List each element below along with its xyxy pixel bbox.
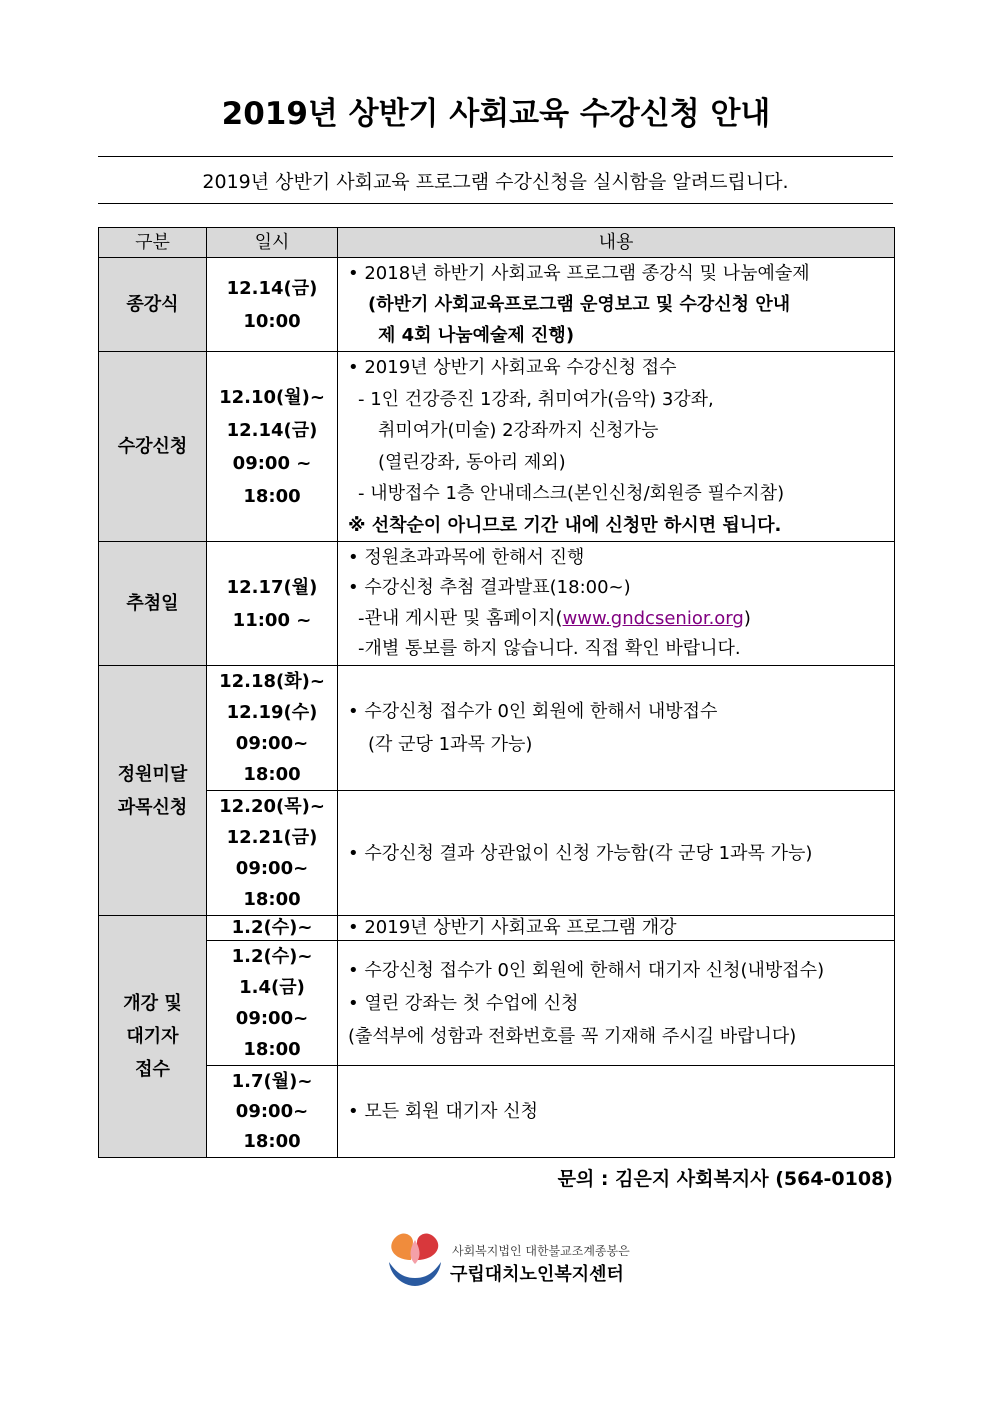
content-line: • 열린 강좌는 첫 수업에 신청	[348, 992, 579, 1014]
date-line: 1.7(월)~	[231, 1070, 313, 1092]
date-line: 1.2(수)~	[231, 917, 313, 938]
category-label: 과목신청	[117, 796, 188, 818]
content-line: • 수강신청 접수가 0인 회원에 한해서 내방접수	[348, 701, 718, 722]
content-text: )	[743, 607, 751, 629]
table-row	[99, 258, 895, 352]
content-line: (하반기 사회교육프로그램 운영보고 및 수강신청 안내	[368, 294, 791, 315]
category-label: 종강식	[126, 294, 179, 315]
date-line: 12.19(수)	[226, 702, 318, 723]
content-line: • 2018년 하반기 사회교육 프로그램 종강식 및 나눔예술제	[348, 263, 810, 284]
content-cell	[338, 941, 895, 1066]
category-cell	[99, 916, 207, 1158]
table-header-row	[99, 228, 895, 258]
date-line: 18:00	[243, 889, 301, 910]
content-line: (출석부에 성함과 전화번호를 꼭 기재해 주시길 바랍니다)	[348, 1025, 797, 1047]
content-line: 제 4회 나눔예술제 진행)	[378, 325, 575, 346]
table-row	[99, 941, 895, 1066]
subtitle: 2019년 상반기 사회교육 프로그램 수강신청을 실시함을 알려드립니다.	[202, 171, 789, 193]
date-line: 18:00	[243, 1130, 301, 1152]
content-line: 취미여가(미술) 2강좌까지 신청가능	[378, 420, 659, 441]
date-line: 18:00	[243, 485, 301, 507]
category-cell	[99, 258, 207, 352]
schedule-table	[98, 227, 895, 1158]
category-cell	[99, 542, 207, 666]
content-cell	[338, 352, 895, 542]
content-line: • 모든 회원 대기자 신청	[348, 1101, 538, 1122]
category-cell	[99, 666, 207, 916]
content-line: - 1인 건강증진 1강좌, 취미여가(음악) 3강좌,	[358, 388, 714, 410]
date-cell	[207, 666, 338, 791]
date-cell	[207, 941, 338, 1066]
content-cell	[338, 666, 895, 791]
content-cell	[338, 542, 895, 666]
date-line: 18:00	[243, 1039, 301, 1060]
content-cell	[338, 1066, 895, 1158]
date-line: 12.14(금)	[226, 277, 318, 299]
logo-blue-bowl	[389, 1262, 441, 1286]
logo-org-line: 사회복지법인 대한불교조계종봉은	[452, 1244, 630, 1258]
content-line	[348, 604, 894, 635]
date-line: 11:00 ~	[232, 609, 312, 631]
content-line: (열린강좌, 동아리 제외)	[378, 451, 566, 473]
date-cell	[207, 352, 338, 542]
homepage-link[interactable]: www.gndcsenior.org	[562, 607, 744, 629]
content-line: (각 군당 1과목 가능)	[368, 734, 533, 755]
table-row	[99, 791, 895, 916]
table-row	[99, 666, 895, 791]
date-cell	[207, 258, 338, 352]
category-cell	[99, 352, 207, 542]
date-line: 12.18(화)~	[219, 671, 325, 692]
date-line: 09:00~	[235, 1008, 309, 1029]
table-row	[99, 352, 895, 542]
logo-orange-petal	[391, 1234, 413, 1260]
header-content: 내용	[338, 228, 895, 258]
table-row	[99, 1066, 895, 1158]
table-row	[99, 916, 895, 941]
content-cell	[338, 258, 895, 352]
category-label: 개강 및	[123, 993, 182, 1014]
date-line: 09:00~	[235, 1100, 309, 1122]
date-cell	[207, 916, 338, 941]
content-line: • 2019년 상반기 사회교육 프로그램 개강	[348, 917, 677, 938]
date-cell	[207, 791, 338, 916]
date-line: 12.14(금)	[226, 419, 318, 441]
content-line: • 수강신청 접수가 0인 회원에 한해서 대기자 신청(내방접수)	[348, 959, 825, 981]
content-text: -관내 게시판 및 홈페이지(	[358, 607, 563, 629]
date-cell	[207, 1066, 338, 1158]
category-label: 추첨일	[126, 593, 179, 614]
content-cell	[338, 791, 895, 916]
date-line: 10:00	[243, 310, 301, 332]
page-title: 2019년 상반기 사회교육 수강신청 안내	[221, 96, 771, 132]
logo-center-name: 구립대치노인복지센터	[450, 1264, 624, 1285]
contact-info: 문의 : 김은지 사회복지사 (564-0108)	[557, 1168, 893, 1190]
content-line: - 내방접수 1층 안내데스크(본인신청/회원증 필수지참)	[358, 483, 785, 504]
date-line: 12.17(월)	[226, 576, 318, 598]
divider-top	[98, 156, 893, 157]
date-line: 18:00	[243, 764, 301, 785]
category-label: 수강신청	[117, 436, 188, 457]
date-line: 09:00~	[235, 733, 309, 754]
date-line: 09:00 ~	[232, 452, 312, 474]
content-line: • 2019년 상반기 사회교육 수강신청 접수	[348, 357, 677, 378]
category-label: 접수	[135, 1059, 170, 1080]
header-date: 일시	[207, 228, 338, 258]
date-line: 1.2(수)~	[231, 946, 313, 967]
content-line: • 수강신청 결과 상관없이 신청 가능함(각 군당 1과목 가능)	[348, 842, 813, 864]
content-line: • 정원초과과목에 한해서 진행	[348, 546, 585, 568]
content-line: -개별 통보를 하지 않습니다. 직접 확인 바랍니다.	[358, 638, 741, 659]
category-label: 정원미달	[117, 763, 188, 785]
header-category: 구분	[99, 228, 207, 258]
date-line: 09:00~	[235, 858, 309, 879]
date-cell	[207, 542, 338, 666]
content-line: • 수강신청 추첨 결과발표(18:00~)	[348, 577, 631, 598]
date-line: 12.20(목)~	[219, 796, 325, 817]
content-cell	[338, 916, 895, 941]
date-line: 12.10(월)~	[219, 386, 325, 408]
divider-bottom	[98, 203, 893, 204]
table-row	[99, 542, 895, 666]
date-line: 12.21(금)	[226, 827, 318, 848]
category-label: 대기자	[126, 1026, 179, 1047]
date-line: 1.4(금)	[239, 977, 305, 998]
logo-red-petal	[417, 1234, 438, 1260]
content-line: ※ 선착순이 아니므로 기간 내에 신청만 하시면 됩니다.	[348, 514, 782, 536]
